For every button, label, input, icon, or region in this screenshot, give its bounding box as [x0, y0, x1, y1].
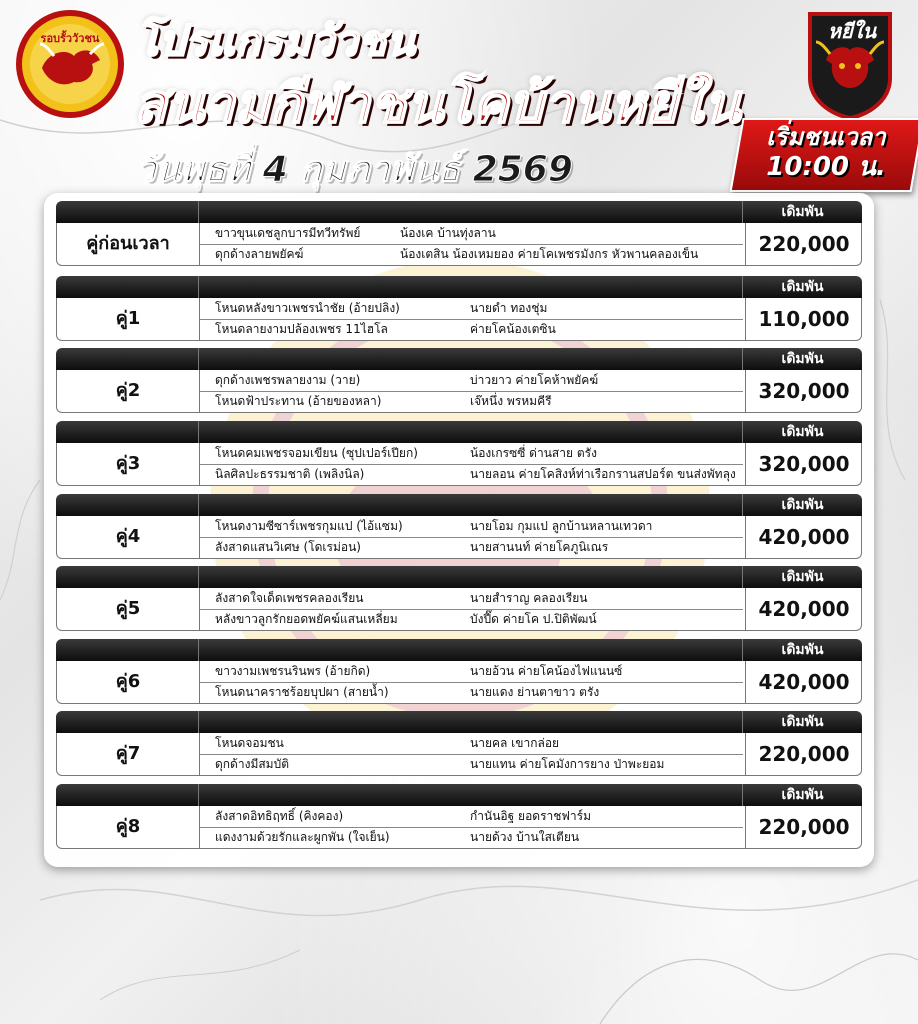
yi-nai-stadium-logo	[800, 8, 900, 120]
contender-row-2	[200, 464, 743, 485]
owner-name: นายสานนท์ ค่ายโคภูนิเณร	[470, 540, 609, 554]
pair-label: คู่1	[57, 298, 200, 340]
bull-name: โหนดจอมชน	[215, 736, 284, 750]
owner-name: นายดำ ทองชุ่ม	[470, 301, 548, 315]
match-row	[56, 733, 862, 776]
stake-amount: 110,000	[745, 298, 862, 340]
owner-name: บังปี๊ด ค่ายโค ป.ปิติพัฒน์	[470, 612, 597, 626]
bull-name: โหนดหลังขาวเพชรนำชัย (อ้ายปลิง)	[215, 301, 400, 315]
start-label: เริ่มชนเวลา	[766, 123, 886, 151]
match-block	[56, 201, 862, 265]
owner-name: นายสำราญ คลองเรียน	[470, 591, 588, 605]
stake-amount: 320,000	[745, 443, 862, 485]
bull-name: โหนดนาคราชร้อยบุปผา (สายน้ำ)	[215, 685, 389, 699]
contender-row-1	[200, 370, 743, 392]
match-block	[56, 784, 862, 848]
match-header-bar	[56, 784, 862, 806]
match-block	[56, 566, 862, 630]
match-header-bar	[56, 201, 862, 223]
match-row	[56, 298, 862, 341]
pair-label: คู่7	[57, 733, 200, 775]
stake-header: เดิมพัน	[781, 204, 824, 220]
match-row	[56, 661, 862, 704]
owner-name: น้องเค บ้านทุ่งลาน	[400, 226, 496, 240]
match-header-bar	[56, 421, 862, 443]
match-row	[56, 443, 862, 486]
bull-name: โหนดฟ้าประทาน (อ้ายของหลา)	[215, 394, 382, 408]
match-row	[56, 806, 862, 849]
stake-amount: 220,000	[745, 733, 862, 775]
pair-label: คู่4	[57, 516, 200, 558]
rob-rua-wua-chon-logo	[14, 8, 126, 120]
bull-name: แดงงามด้วยรักและผูกพัน (ใจเย็น)	[215, 830, 390, 844]
owner-name: นายอ้วน ค่ายโคน้องไฟแนนซ์	[470, 664, 623, 678]
stake-header: เดิมพัน	[781, 424, 824, 440]
owner-name: นายแทน ค่ายโคมังการยาง ป่าพะยอม	[470, 757, 665, 771]
contender-row-2	[200, 827, 743, 848]
match-block	[56, 348, 862, 412]
stake-header: เดิมพัน	[781, 351, 824, 367]
contender-row-1	[200, 661, 743, 683]
pair-label: คู่5	[57, 588, 200, 630]
contender-row-1	[200, 516, 743, 538]
match-row	[56, 588, 862, 631]
stake-amount: 420,000	[745, 516, 862, 558]
bull-name: ลังสาดแสนวิเศษ (โดเรม่อน)	[215, 540, 361, 554]
logo-right-text: หยีใน	[827, 19, 877, 43]
contender-row-2	[200, 537, 743, 558]
stake-amount: 420,000	[745, 661, 862, 703]
stake-header: เดิมพัน	[781, 714, 824, 730]
owner-name: บ่าวยาว ค่ายโคห้าพยัคฆ์	[470, 373, 599, 387]
match-row	[56, 516, 862, 559]
owner-name: นายคล เขากล่อย	[470, 736, 560, 750]
match-header-bar	[56, 348, 862, 370]
stake-header: เดิมพัน	[781, 497, 824, 513]
bull-name: ลังสาดอิทธิฤทธิ์ (คิงคอง)	[215, 809, 344, 823]
owner-name: นายโอม กุมแป ลูกบ้านหลานเทวดา	[470, 519, 653, 533]
match-block	[56, 639, 862, 703]
match-block	[56, 494, 862, 558]
stake-amount: 220,000	[745, 223, 862, 265]
stake-header: เดิมพัน	[781, 642, 824, 658]
bull-name: ขาวขุนเดชลูกบารมีทวีทรัพย์	[215, 226, 361, 240]
pair-label: คู่8	[57, 806, 200, 848]
owner-name: เจ๊หนึ่ง พรหมคีรี	[470, 394, 552, 408]
match-row	[56, 223, 862, 266]
bull-name: โหนดลายงามปล้องเพชร 11ไฮโล	[215, 322, 388, 336]
stake-amount: 320,000	[745, 370, 862, 412]
stake-header: เดิมพัน	[781, 787, 824, 803]
bull-name: ดุกด้างมีสมบัติ	[215, 757, 290, 771]
owner-name: นายด้วง บ้านใสเตียน	[470, 830, 580, 844]
bull-name: โหนดงามซีซาร์เพชรกุมแป (ไอ้แซม)	[215, 519, 403, 533]
start-time: 10:00 น.	[766, 152, 886, 182]
match-block	[56, 276, 862, 340]
bull-name: ลังสาดใจเด็ดเพชรคลองเรียน	[215, 591, 364, 605]
contender-row-1	[200, 733, 743, 755]
match-header-bar	[56, 494, 862, 516]
contender-row-2	[200, 754, 743, 775]
pair-label: คู่ก่อนเวลา	[57, 223, 200, 265]
match-block	[56, 711, 862, 775]
match-header-bar	[56, 711, 862, 733]
event-date: วันพุธที่ 4 กุมภาพันธ์ 2569	[136, 149, 573, 190]
owner-name: กำนันอิฐ ยอดราชฟาร์ม	[470, 809, 592, 823]
match-block	[56, 421, 862, 485]
pair-label: คู่3	[57, 443, 200, 485]
owner-name: นายลอน ค่ายโคสิงห์ท่าเรือกรานสปอร์ต ขนส่งพัทลุง	[470, 467, 736, 481]
logo-left-text: รอบรั้ววัวชน	[40, 32, 100, 45]
contender-row-2	[200, 682, 743, 703]
stake-header: เดิมพัน	[781, 279, 824, 295]
bull-name: ดุกด้างลายพยัคฆ์	[215, 247, 304, 261]
contender-row-2	[200, 244, 743, 265]
start-time-text	[738, 122, 914, 182]
stake-amount: 220,000	[745, 806, 862, 848]
bull-name: โหนดคมเพชรจอมเขียน (ซุปเปอร์เปียก)	[215, 446, 418, 460]
contender-row-1	[200, 223, 743, 245]
bull-name: หลังขาวลูกรักยอดพยัคฆ์แสนเหลี่ยม	[215, 612, 398, 626]
owner-name: น้องเตสิน น้องเหมยอง ค่ายโคเพชรมังกร หัวพานคลองเข็น	[400, 247, 699, 261]
contender-row-1	[200, 298, 743, 320]
owner-name: ค่ายโคน้องเตซิน	[470, 322, 556, 336]
bull-name: นิลศิลปะธรรมชาติ (เพลิงนิล)	[215, 467, 365, 481]
stake-amount: 420,000	[745, 588, 862, 630]
match-header-bar	[56, 276, 862, 298]
bull-name: ขาวงามเพชรนรินพร (อ้ายกิด)	[215, 664, 371, 678]
contender-row-2	[200, 391, 743, 412]
stadium-title: สนามกีฬาชนโคบ้านหยีใน	[134, 72, 741, 135]
program-title: โปรแกรมวัวชน	[136, 16, 415, 65]
owner-name: น้องเกรซซี่ ด่านสาย ตรัง	[470, 446, 597, 460]
match-row	[56, 370, 862, 413]
contender-row-2	[200, 609, 743, 630]
pair-label: คู่2	[57, 370, 200, 412]
stake-header: เดิมพัน	[781, 569, 824, 585]
contender-row-1	[200, 588, 743, 610]
bull-name: ดุกด้างเพชรพลายงาม (วาย)	[215, 373, 361, 387]
pair-label: คู่6	[57, 661, 200, 703]
contender-row-2	[200, 319, 743, 340]
match-header-bar	[56, 639, 862, 661]
match-header-bar	[56, 566, 862, 588]
contender-row-1	[200, 806, 743, 828]
owner-name: นายแดง ย่านตาขาว ตรัง	[470, 685, 600, 699]
contender-row-1	[200, 443, 743, 465]
